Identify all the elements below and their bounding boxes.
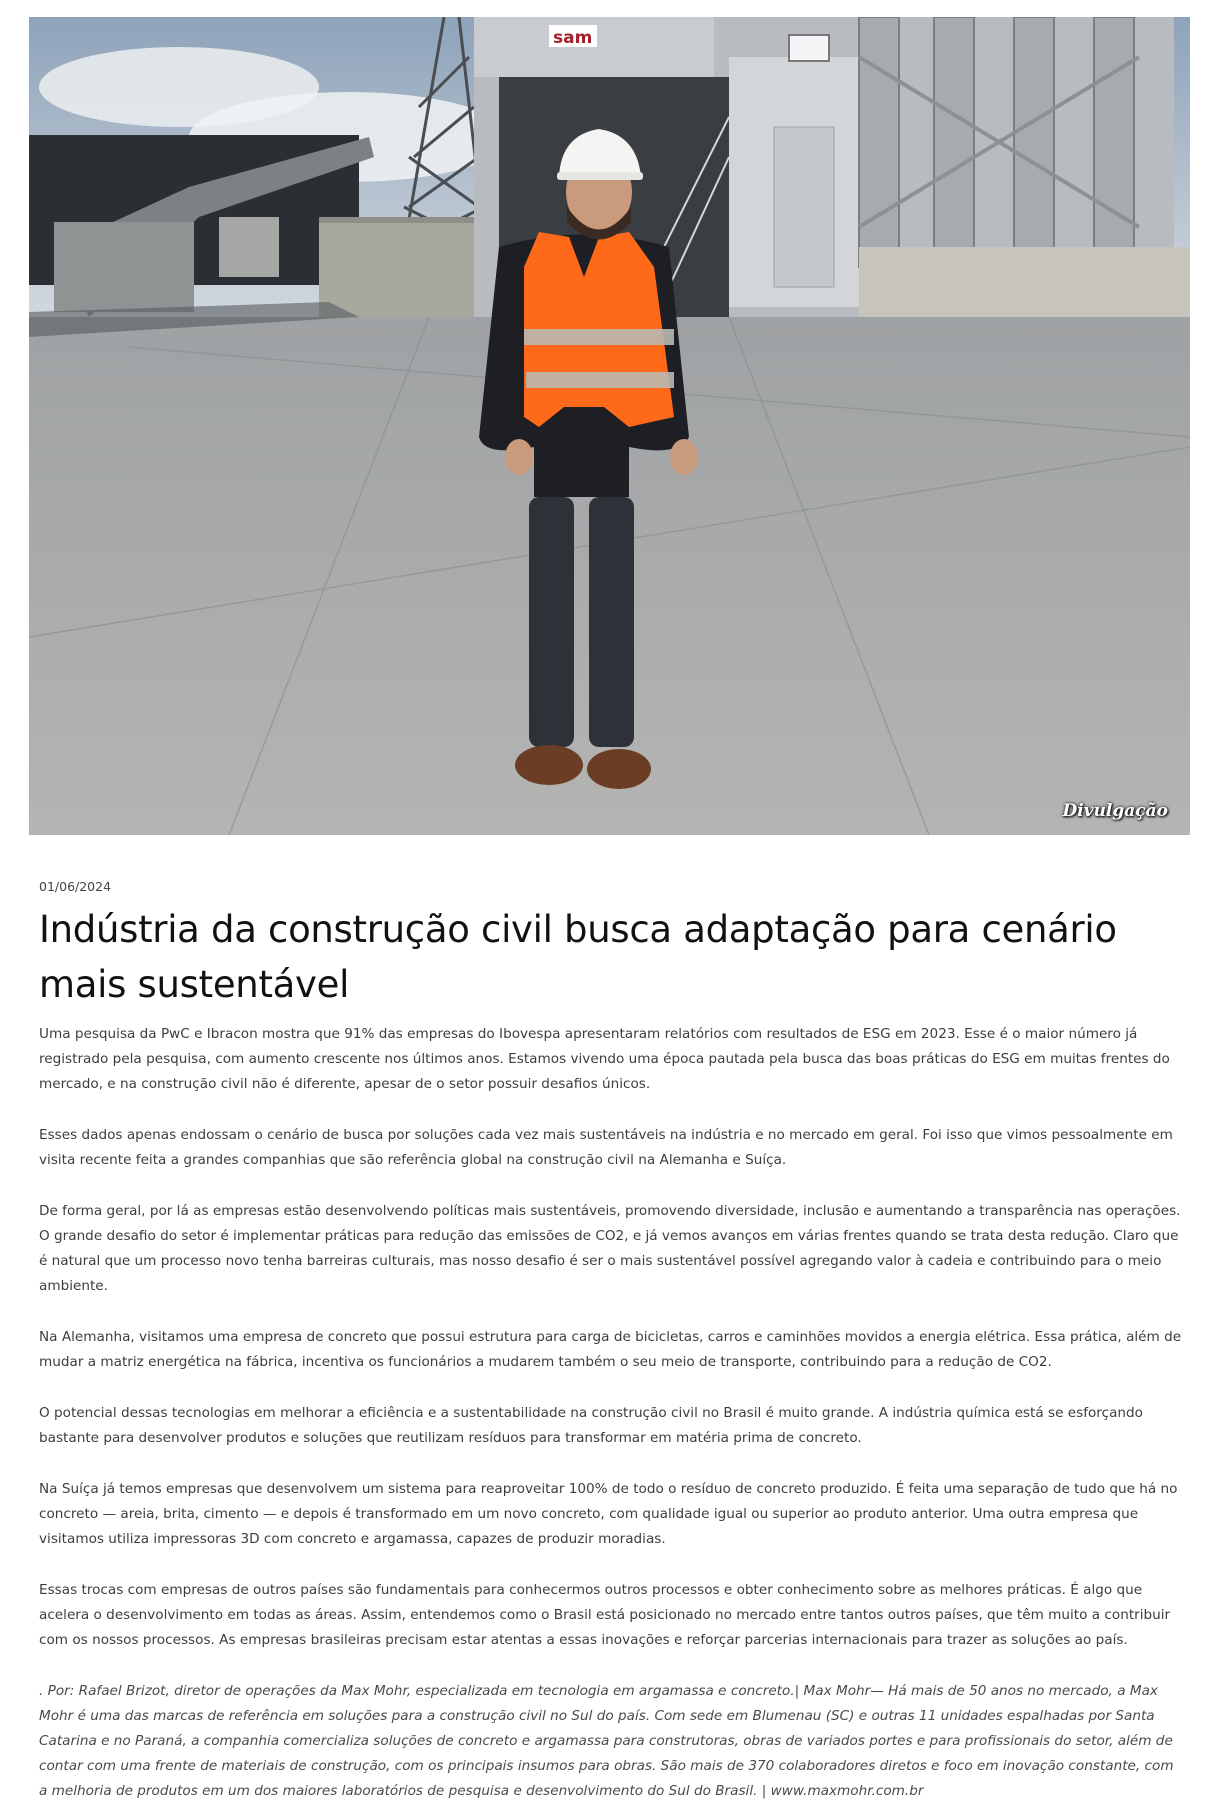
article-paragraph: De forma geral, por lá as empresas estão desenvolvendo políticas mais sustentáveis, promovendo diversidade, inclusão e aumentando a transparência nas operações. O grande desafio do setor é implementar práticas para redução das emissões de CO2, e já vemos avanços em várias frentes quando se trata desta redução. Claro que é natural que um processo novo tenha barreiras culturais, mas nosso desafio é ser o mais sustentável possível agregando valor à cadeia e contribuindo para o meio ambiente. <box>39 1203 1181 1294</box>
building-sign-text: sam <box>553 28 593 48</box>
author-signature: . Por: Rafael Brizot, diretor de operações da Max Mohr, especializada em tecnologia em argamassa e concreto.| Max Mohr— Há mais de 50 anos no mercado, a Max Mohr é uma das marcas de referência em soluções para a construção civil no Sul do país. Com sede em Blumenau (SC) e outras 11 unidades espalhadas por Santa Catarina e no Paraná, a companhia comercializa soluções de concreto e argamassa para construtoras, obras de variados portes e para profissionais do setor, além de contar com uma frente de materiais de construção, com os principais insumos para obras. São mais de 370 colaboradores diretos e foco em inovação constante, com a melhoria de produtos em um dos maiores laboratórios de pesquisa e desenvolvimento do Sul do Brasil. | www.maxmohr.com.br <box>39 1683 1174 1799</box>
article-paragraph: O potencial dessas tecnologias em melhorar a eficiência e a sustentabilidade na construção civil no Brasil é muito grande. A indústria química está se esforçando bastante para desenvolver produtos e soluções que reutilizam resíduos para transformar em matéria prima de concreto. <box>39 1405 1143 1446</box>
publish-date: 01/06/2024 <box>39 879 112 894</box>
article-paragraph: Na Suíça já temos empresas que desenvolvem um sistema para reaproveitar 100% de todo o resíduo de concreto produzido. É feita uma separação de tudo que há no concreto — areia, brita, cimento — e depois é transformado em um novo concreto, com qualidade igual ou superior ao produto anterior. Uma outra empresa que visitamos utiliza impressoras 3D com concreto e argamassa, capazes de produzir moradias. <box>39 1481 1178 1547</box>
hero-photo-illustration <box>29 17 1190 835</box>
article <box>39 878 1184 1804</box>
photo-credit: Divulgação <box>1062 801 1168 821</box>
article-paragraph: Esses dados apenas endossam o cenário de busca por soluções cada vez mais sustentáveis na indústria e no mercado em geral. Foi isso que vimos pessoalmente em visita recente feita a grandes companhias que são referência global na construção civil na Alemanha e Suíça. <box>39 1127 1173 1168</box>
article-title: Indústria da construção civil busca adaptação para cenário mais sustentável <box>39 908 1117 1006</box>
article-paragraph: Na Alemanha, visitamos uma empresa de concreto que possui estrutura para carga de bicicletas, carros e caminhões movidos a energia elétrica. Essa prática, além de mudar a matriz energética na fábrica, incentiva os funcionários a mudarem também o seu meio de transporte, contribuindo para a redução de CO2. <box>39 1329 1182 1370</box>
article-paragraph: Uma pesquisa da PwC e Ibracon mostra que 91% das empresas do Ibovespa apresentaram relatórios com resultados de ESG em 2023. Esse é o maior número já registrado pela pesquisa, com aumento crescente nos últimos anos. Estamos vivendo uma época pautada pela busca das boas práticas do ESG em muitas frentes do mercado, e na construção civil não é diferente, apesar de o setor possuir desafios únicos. <box>39 1026 1170 1092</box>
article-paragraph: Essas trocas com empresas de outros países são fundamentais para conhecermos outros processos e obter conhecimento sobre as melhores práticas. É algo que acelera o desenvolvimento em todas as áreas. Assim, entendemos como o Brasil está posicionado no mercado entre tantos outros países, que têm muito a contribuir com os nossos processos. As empresas brasileiras precisam estar atentas a essas inovações e reforçar parcerias internacionais para trazer as soluções ao país. <box>39 1582 1171 1648</box>
hero-photo <box>29 17 1190 835</box>
